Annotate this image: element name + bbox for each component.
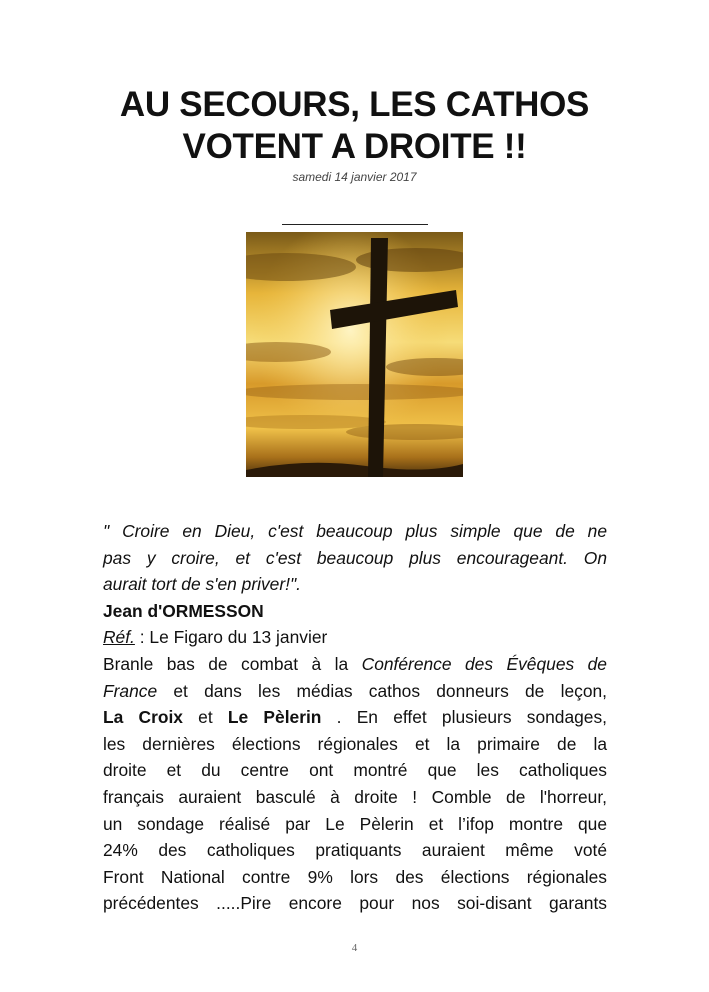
organization-name: Conférence des Évêques de xyxy=(361,653,607,674)
article-text: et dans les médias cathos donneurs de leçon, xyxy=(157,680,607,701)
article-line xyxy=(103,704,607,731)
article-line: 24% des catholiques pratiquants auraient même voté xyxy=(103,840,607,861)
reference-line xyxy=(103,624,607,651)
article-line: droite et du centre ont montré que les catholiques xyxy=(103,760,607,781)
cross-at-sunset-photo xyxy=(246,232,463,477)
newspaper-name: La Croix xyxy=(103,707,183,728)
quote-line: " Croire en Dieu, c'est beaucoup plus simple que de ne xyxy=(103,521,607,541)
article-text: Branle bas de combat à la xyxy=(103,653,362,674)
cross-icon xyxy=(246,232,463,477)
article-text: . En effet plusieurs sondages, xyxy=(321,707,608,728)
reference-label: Réf. xyxy=(103,627,135,648)
quote-line: aurait tort de s'en priver!". xyxy=(103,574,301,595)
article-line: français auraient basculé à droite ! Comble de l'horreur, xyxy=(103,786,607,807)
article-text: et xyxy=(182,707,228,728)
quote-author: Jean d'ORMESSON xyxy=(103,600,264,621)
article-line xyxy=(103,678,607,705)
page-title xyxy=(60,84,649,168)
quote-line: pas y croire, et c'est beaucoup plus encourageant. On xyxy=(103,547,607,568)
separator-line xyxy=(282,224,428,225)
title-line-1: AU SECOURS, LES CATHOS xyxy=(119,85,590,124)
title-line-2: VOTENT A DROITE !! xyxy=(182,127,527,166)
article-line: Front National contre 9% lors des élections régionales xyxy=(103,866,607,887)
article-line: un sondage réalisé par Le Pèlerin et l’ifop montre que xyxy=(103,813,607,834)
article-body xyxy=(103,518,607,917)
newspaper-name: Le Pèlerin xyxy=(227,707,322,728)
article-line: précédentes .....Pire encore pour nos soi-disant garants xyxy=(103,893,607,914)
article-line xyxy=(103,651,607,678)
article-line: les dernières élections régionales et la primaire de la xyxy=(103,733,607,754)
organization-name: France xyxy=(103,680,158,701)
reference-text: : Le Figaro du 13 janvier xyxy=(134,627,328,648)
publication-date: samedi 14 janvier 2017 xyxy=(292,170,417,184)
page-number: 4 xyxy=(351,942,358,954)
